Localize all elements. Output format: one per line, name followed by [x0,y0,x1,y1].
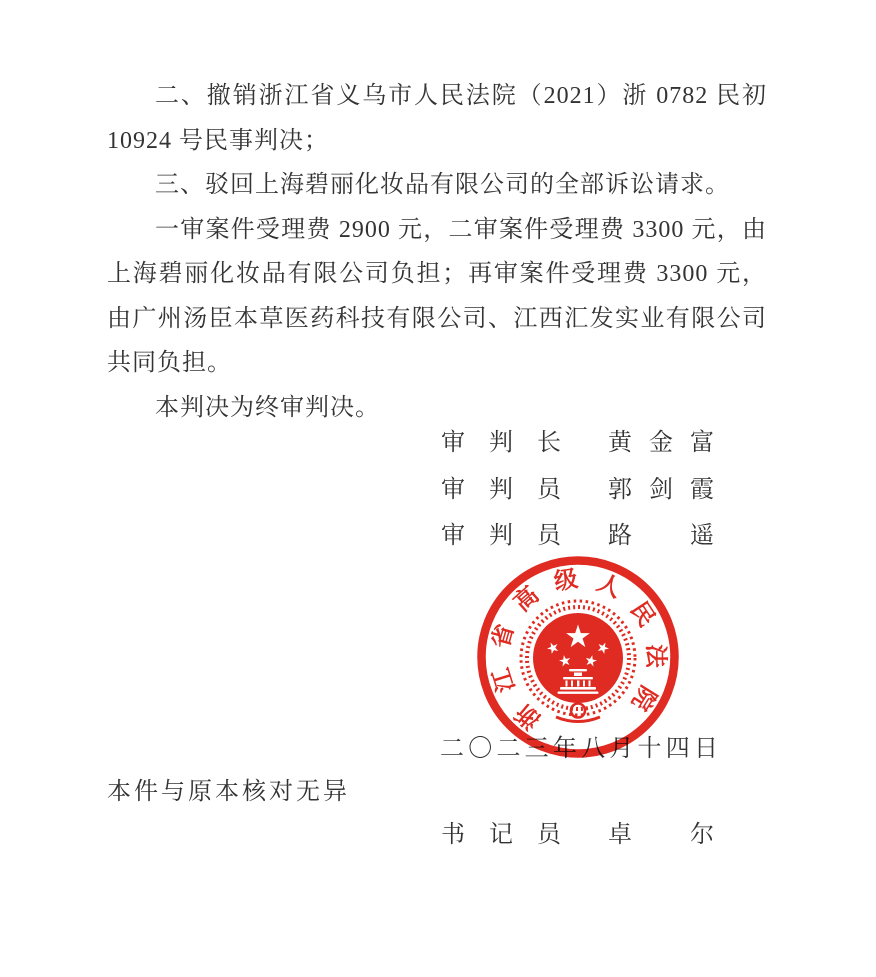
judges-signature-block [441,420,714,560]
court-seal [472,551,684,763]
seal-arc-char: 人 [593,569,626,604]
seal-arc-char: 江 [488,664,521,695]
clerk-signature-row [441,820,714,851]
clerk-role-label: 书记员 [441,822,561,848]
judge-name: 黄金富 [608,430,714,456]
clerk-name: 卓尔 [608,822,714,848]
judge-role-label: 审判员 [441,523,561,549]
paragraph-court-fees: 一审案件受理费 2900 元，二审案件受理费 3300 元，由上海碧丽化妆品有限公司负担；再审案件受理费 3300 元，由广州汤臣本草医药科技有限公司、江西汇发实业有限公司共同负担。 [107,216,767,376]
seal-arc-char: 浙 [511,698,546,734]
judge-name: 路遥 [608,523,714,549]
national-emblem-icon [521,601,635,722]
seal-arc-char: 民 [624,597,660,632]
paragraph-ruling-item-3: 三、驳回上海碧丽化妆品有限公司的全部诉讼请求。 [155,172,730,198]
signature-row-judge-1 [441,467,714,514]
seal-arc-char: 法 [641,644,669,668]
seal-arc-char: 高 [509,582,545,618]
judge-role-label: 审判员 [441,476,561,503]
seal-arc-char: 级 [552,566,580,596]
paragraph-final-statement: 本判决为终审判决。 [155,394,380,421]
seal-arc-char: 省 [488,621,520,652]
judgment-body [107,74,767,430]
judge-role-label: 审判长 [441,430,561,456]
judgment-date: 二〇二三年八月十四日 [440,736,718,762]
paragraph-ruling-item-2: 二、撤销浙江省义乌市人民法院（2021）浙 0782 民初 10924 号民事判决； [107,83,767,154]
judge-name: 郭剑霞 [608,476,714,503]
verification-note: 本件与原本核对无异 [107,779,350,805]
signature-row-presiding-judge [441,420,714,467]
seal-arc-char: 院 [626,680,661,715]
